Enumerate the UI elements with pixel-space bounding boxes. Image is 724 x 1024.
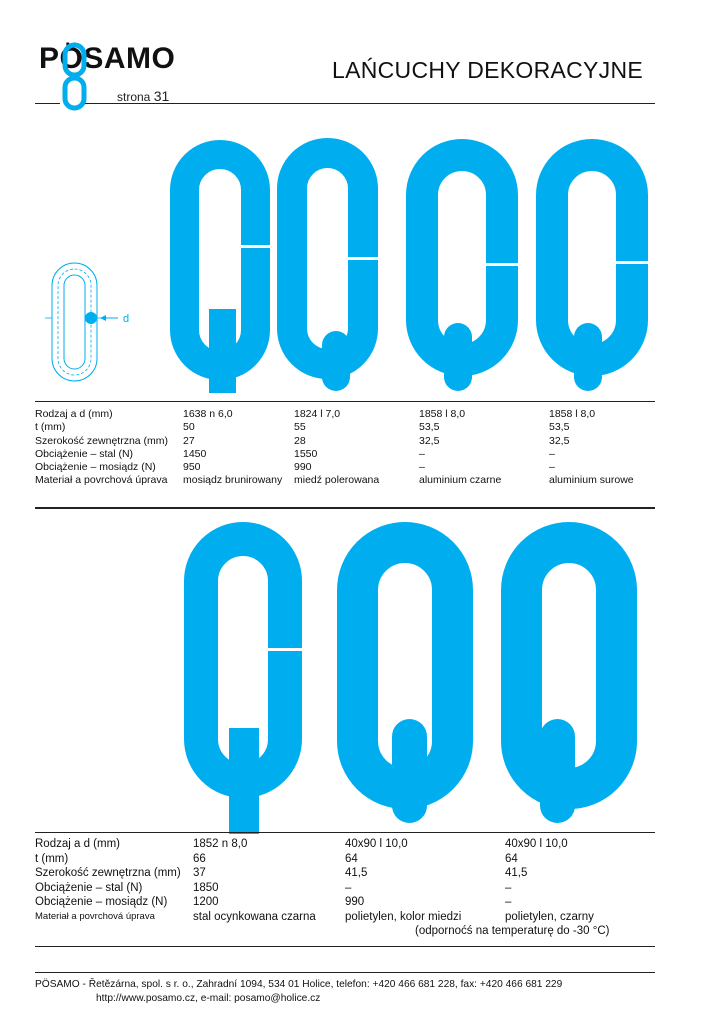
spec-value: 40x90 l 10,0 — [505, 838, 568, 850]
spec-value: polietylen, czarny — [505, 910, 594, 923]
spec-value: 1858 l 8,0 — [549, 408, 596, 420]
spec-value: – — [549, 461, 555, 474]
dimension-diagram — [40, 250, 150, 390]
spec-label: Szerokość zewnętrzna (mm) — [35, 434, 169, 447]
spec-value: miedź polerowana — [294, 474, 380, 487]
spec-value: 28 — [294, 434, 306, 447]
spec-value: – — [419, 447, 425, 460]
page-label-text: strona — [117, 90, 151, 104]
spec-value: 66 — [193, 852, 206, 865]
spec-value: aluminium czarne — [419, 474, 502, 487]
temperature-note: (odpornoćś na temperaturę do -30 °C) — [415, 925, 610, 937]
dimension-label-d: d — [123, 313, 130, 325]
section2-column-1 — [193, 837, 316, 925]
page-title: LAŃCUCHY DEKORACYJNE — [332, 57, 644, 83]
chain-link-image-1 — [165, 135, 275, 395]
section1-labels — [35, 408, 168, 488]
chain-link-image-4 — [530, 133, 655, 393]
spec-label: Szerokość zewnętrzna (mm) — [35, 867, 181, 880]
chain-link-image-2 — [272, 133, 382, 393]
section1-top-rule — [35, 401, 655, 402]
spec-value: 37 — [193, 867, 206, 880]
section1-column-2 — [294, 408, 379, 488]
logo-chain-icon — [60, 40, 90, 112]
brand-name: PÖSAMO — [39, 42, 176, 75]
spec-value: 27 — [183, 434, 195, 447]
spec-value: 50 — [183, 421, 195, 434]
spec-value: 1858 l 8,0 — [419, 408, 466, 420]
spec-label: Obciążenie – stal (N) — [35, 447, 134, 460]
spec-value: – — [505, 881, 512, 894]
spec-value: 990 — [345, 896, 365, 909]
spec-value: aluminium surowe — [549, 474, 634, 487]
spec-value: 32,5 — [549, 434, 570, 447]
header-rule — [85, 103, 655, 104]
spec-value: 41,5 — [345, 867, 368, 880]
spec-value: – — [505, 896, 512, 909]
spec-value: 1850 — [193, 881, 219, 894]
spec-value: polietylen, kolor miedzi — [345, 910, 462, 923]
page-number: 31 — [153, 88, 170, 104]
spec-label: Materiał a povrchová úprava — [35, 474, 168, 487]
spec-label: Obciążenie – mosiądz (N) — [35, 461, 156, 474]
spec-value: 32,5 — [419, 434, 440, 447]
chain-link-image-6 — [330, 515, 480, 825]
section2-bottom-rule — [35, 946, 655, 947]
spec-value: 1200 — [193, 896, 219, 909]
spec-value: 64 — [505, 852, 518, 865]
header-rule-left — [35, 103, 60, 104]
spec-value: – — [419, 461, 425, 474]
spec-value: – — [549, 447, 555, 460]
spec-value: mosiądz brunirowany — [183, 474, 283, 487]
spec-value: 41,5 — [505, 867, 528, 880]
spec-value: 40x90 l 10,0 — [345, 838, 408, 850]
spec-value: 53,5 — [419, 421, 440, 434]
spec-value: 950 — [183, 461, 201, 474]
spec-label: Rodzaj a d (mm) — [35, 408, 113, 420]
spec-label: Rodzaj a d (mm) — [35, 838, 120, 850]
section1-column-4 — [549, 408, 634, 488]
spec-value: 64 — [345, 852, 358, 865]
spec-value: 1824 l 7,0 — [294, 408, 341, 420]
section2-labels — [35, 837, 181, 925]
page-label — [117, 88, 169, 104]
spec-label: t (mm) — [35, 421, 66, 434]
section2-top-rule — [35, 832, 655, 833]
chain-link-image-3 — [400, 133, 525, 393]
chain-link-image-5 — [178, 516, 308, 856]
section-divider — [35, 507, 655, 509]
spec-value: – — [345, 881, 352, 894]
spec-value: 53,5 — [549, 421, 570, 434]
spec-value: 1450 — [183, 447, 207, 460]
chain-link-image-7 — [494, 515, 644, 825]
footer-contact: http://www.posamo.cz, e-mail: posamo@holice.cz — [96, 993, 321, 1004]
spec-label: t (mm) — [35, 852, 69, 865]
footer-rule — [35, 972, 655, 973]
spec-value: 1852 n 8,0 — [193, 838, 248, 850]
section1-column-3 — [419, 408, 501, 488]
footer-address: PÖSAMO - Řetězárna, spol. s r. o., Zahradní 1094, 534 01 Holice, telefon: +420 466 681 228, fax: +420 466 681 229 — [35, 979, 563, 990]
spec-value: stal ocynkowana czarna — [193, 910, 316, 923]
section1-column-1 — [183, 408, 282, 488]
spec-value: 990 — [294, 461, 312, 474]
section2-column-3 — [505, 837, 594, 925]
section2-column-2 — [345, 837, 461, 925]
spec-label: Obciążenie – mosiądz (N) — [35, 896, 168, 909]
spec-value: 55 — [294, 421, 306, 434]
spec-label: Materiał a povrchová úprava — [35, 910, 155, 922]
spec-label: Obciążenie – stal (N) — [35, 881, 143, 894]
spec-value: 1550 — [294, 447, 318, 460]
spec-value: 1638 n 6,0 — [183, 408, 233, 420]
